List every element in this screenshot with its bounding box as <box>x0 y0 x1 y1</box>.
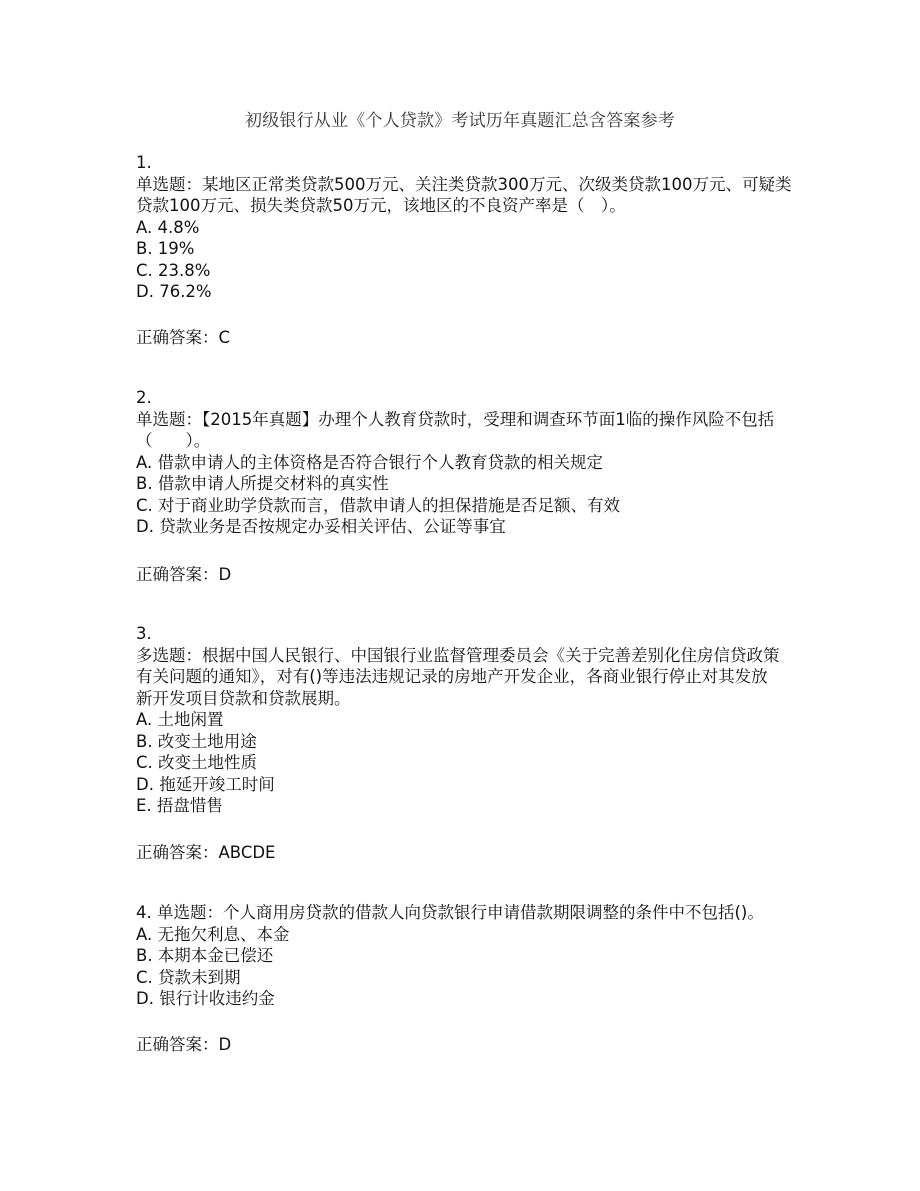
question-text: 单选题：【2015年真题】办理个人教育贷款时，受理和调查环节面1临的操作风险不包括 <box>136 409 775 429</box>
option-a: A. 4.8% <box>136 217 200 237</box>
option-b: B. 借款申请人所提交材料的真实性 <box>136 474 389 493</box>
option-e: E. 捂盘惜售 <box>136 796 223 815</box>
option-b: B. 本期本金已偿还 <box>136 946 274 965</box>
question-number: 1. <box>136 153 152 172</box>
question-text: 新开发项目贷款和贷款展期。 <box>136 688 351 708</box>
option-c: C. 贷款未到期 <box>136 967 241 987</box>
option-a: A. 无拖欠利息、本金 <box>136 924 290 944</box>
question-4 <box>136 902 764 1010</box>
option-c: C. 改变土地性质 <box>136 753 258 772</box>
option-d: D. 拖延开竣工时间 <box>136 774 275 794</box>
answer-1: 正确答案：C <box>136 328 231 347</box>
option-d: D. 76.2% <box>136 282 212 301</box>
option-c: C. 对于商业助学贷款而言，借款申请人的担保措施是否足额、有效 <box>136 495 621 515</box>
option-d: D. 银行计收违约金 <box>136 989 275 1008</box>
question-text: （ ）。 <box>136 431 211 450</box>
question-text: 4. 单选题：个人商用房贷款的借款人向贷款银行申请借款期限调整的条件中不包括()。 <box>136 903 764 922</box>
option-b: B. 19% <box>136 239 195 258</box>
option-d: D. 贷款业务是否按规定办妥相关评估、公证等事宜 <box>136 517 506 536</box>
question-2 <box>136 387 774 538</box>
answer-4: 正确答案：D <box>136 1035 232 1054</box>
question-text: 有关问题的通知》，对有()等违法违规记录的房地产开发企业，各商业银行停止对其发放 <box>136 667 768 686</box>
option-a: A. 土地闲置 <box>136 710 224 729</box>
question-text: 单选题：某地区正常类贷款500万元、关注类贷款300万元、次级类贷款100万元、可疑类 <box>136 174 792 194</box>
answer-2: 正确答案：D <box>136 565 232 584</box>
question-text: 贷款100万元、损失类贷款50万元，该地区的不良资产率是（ ）。 <box>136 196 626 215</box>
option-b: B. 改变土地用途 <box>136 731 257 751</box>
question-text: 多选题：根据中国人民银行、中国银行业监督管理委员会《关于完善差别化住房信贷政策 <box>136 645 780 665</box>
question-number: 3. <box>136 624 152 643</box>
question-3 <box>136 623 780 817</box>
question-number: 2. <box>136 388 152 407</box>
answer-3: 正确答案：ABCDE <box>136 843 276 862</box>
option-a: A. 借款申请人的主体资格是否符合银行个人教育贷款的相关规定 <box>136 452 603 472</box>
document-title: 初级银行从业《个人贷款》考试历年真题汇总含答案参考 <box>245 111 675 131</box>
question-1 <box>136 152 791 303</box>
option-c: C. 23.8% <box>136 260 211 280</box>
